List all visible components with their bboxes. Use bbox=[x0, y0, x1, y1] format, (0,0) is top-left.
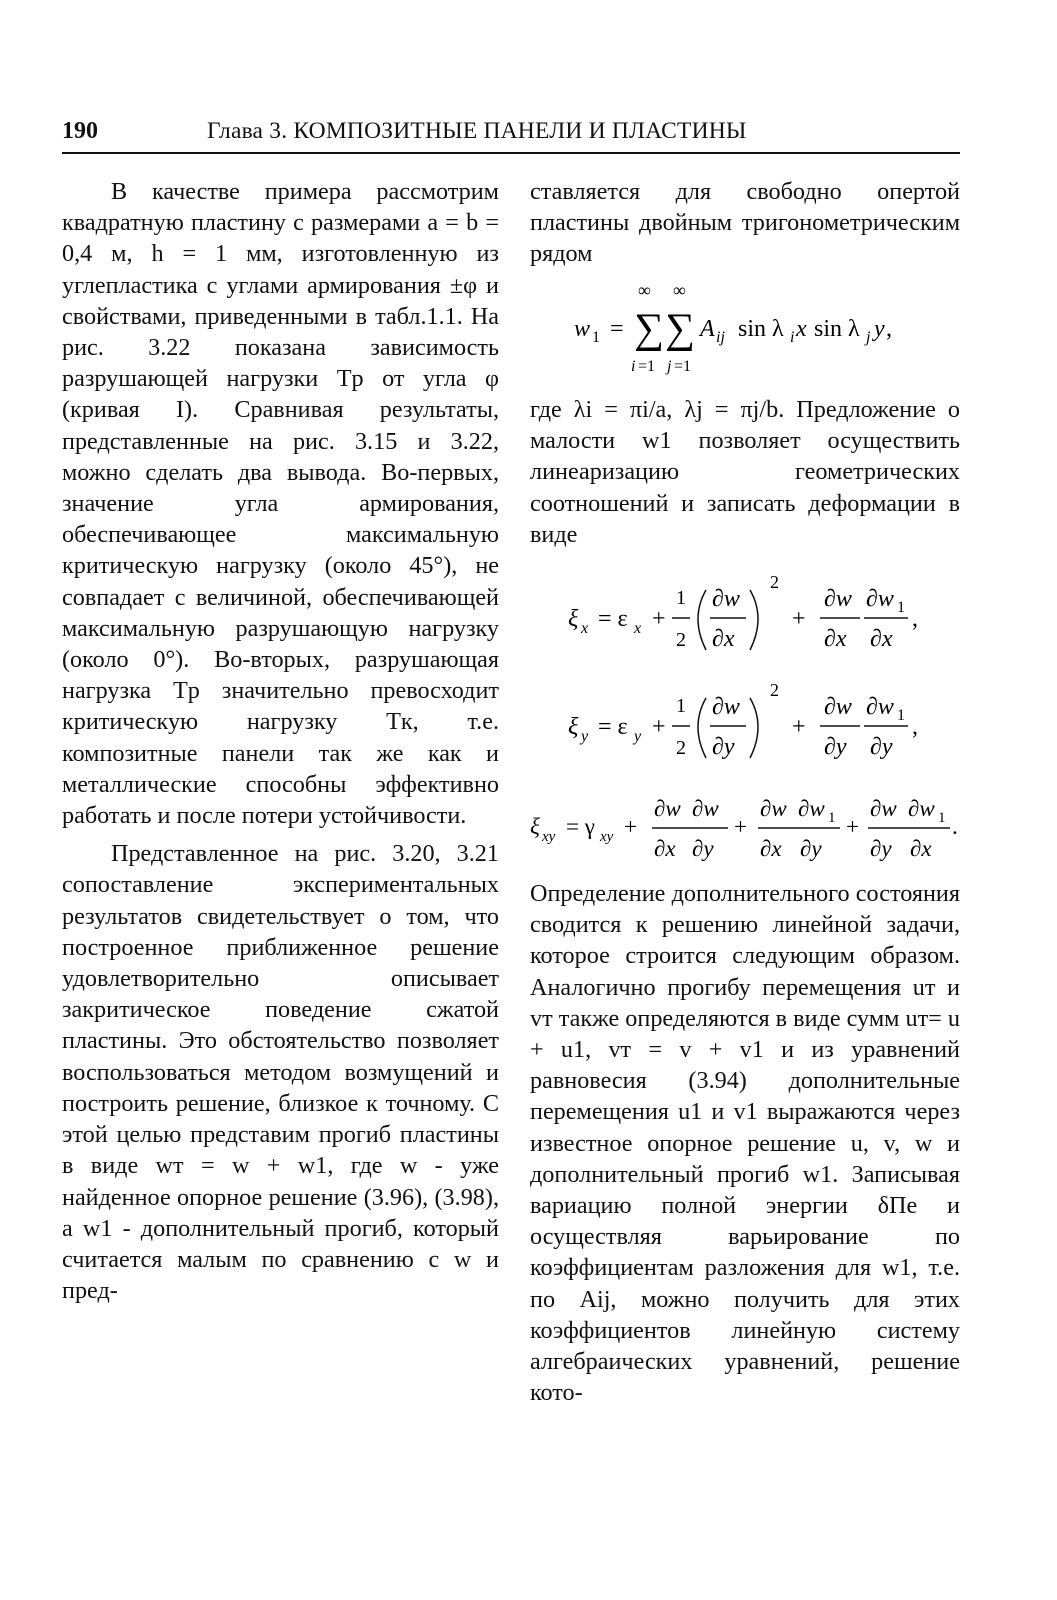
svg-text:1: 1 bbox=[897, 599, 905, 616]
svg-text:∂w: ∂w bbox=[908, 796, 935, 821]
strain-y-formula bbox=[530, 672, 960, 772]
svg-text:,: , bbox=[912, 606, 918, 632]
svg-text:+: + bbox=[734, 814, 747, 839]
svg-text:y: y bbox=[874, 316, 885, 342]
svg-text:∂x: ∂x bbox=[760, 836, 782, 861]
svg-text:2: 2 bbox=[770, 680, 779, 700]
svg-text:j: j bbox=[866, 329, 871, 346]
chapter-title: Глава 3. КОМПОЗИТНЫЕ ПАНЕЛИ И ПЛАСТИНЫ bbox=[207, 118, 747, 144]
svg-text:+: + bbox=[652, 714, 666, 740]
svg-text:xy: xy bbox=[600, 829, 614, 845]
svg-text:A: A bbox=[700, 316, 715, 342]
svg-text:ξ: ξ bbox=[530, 814, 540, 839]
svg-text:∑: ∑ bbox=[665, 306, 695, 352]
svg-text:∂w: ∂w bbox=[692, 796, 719, 821]
svg-text:∂y: ∂y bbox=[692, 836, 714, 861]
svg-text:=1: =1 bbox=[674, 358, 692, 375]
svg-text:x: x bbox=[796, 316, 807, 342]
svg-text:= ε: = ε bbox=[598, 606, 628, 632]
right-paragraph-1: ставляется для свободно опертой пластины двойным тригонометрическим рядом bbox=[530, 178, 960, 268]
svg-text:∂y: ∂y bbox=[824, 734, 847, 760]
svg-text:i: i bbox=[631, 358, 636, 375]
svg-text:+: + bbox=[624, 814, 637, 839]
svg-text:∂y: ∂y bbox=[712, 734, 735, 760]
svg-text:y: y bbox=[634, 728, 642, 745]
svg-text:∂w: ∂w bbox=[654, 796, 681, 821]
svg-text:∂w: ∂w bbox=[866, 694, 894, 720]
svg-text:1: 1 bbox=[828, 810, 836, 826]
svg-text:1: 1 bbox=[938, 810, 946, 826]
svg-text:x: x bbox=[634, 620, 642, 637]
svg-text:1: 1 bbox=[676, 695, 686, 717]
svg-text:2: 2 bbox=[676, 737, 686, 759]
svg-text:∂w: ∂w bbox=[866, 586, 894, 612]
svg-text:+: + bbox=[792, 606, 806, 632]
svg-text:= ε: = ε bbox=[598, 714, 628, 740]
svg-text:.: . bbox=[952, 814, 958, 839]
svg-text:∂y: ∂y bbox=[870, 734, 893, 760]
svg-text:= γ: = γ bbox=[566, 814, 595, 839]
svg-text:,: , bbox=[886, 316, 892, 342]
right-paragraph-2: где λi = πi/a, λj = πj/b. Предложение о малости w1 позволяет осуществить линеаризацию геометрических соотношений и записать деформации в виде bbox=[530, 396, 960, 548]
page-number: 190 bbox=[62, 118, 98, 144]
svg-text:1: 1 bbox=[592, 329, 600, 346]
svg-text:∂w: ∂w bbox=[760, 796, 787, 821]
svg-text:∂x: ∂x bbox=[824, 626, 847, 652]
svg-text:+: + bbox=[846, 814, 859, 839]
series-formula bbox=[530, 276, 960, 386]
svg-text:sin λ: sin λ bbox=[814, 316, 860, 342]
svg-text:ξ: ξ bbox=[568, 714, 579, 740]
svg-text:∂w: ∂w bbox=[798, 796, 825, 821]
svg-text:ξ: ξ bbox=[568, 606, 579, 632]
page-header bbox=[62, 118, 960, 154]
svg-text:,: , bbox=[912, 714, 918, 740]
svg-text:2: 2 bbox=[770, 572, 779, 592]
svg-text:∂x: ∂x bbox=[870, 626, 893, 652]
svg-text:+: + bbox=[792, 714, 806, 740]
svg-text:∂x: ∂x bbox=[910, 836, 932, 861]
strain-xy-formula bbox=[530, 782, 960, 872]
svg-text:y: y bbox=[581, 728, 589, 745]
svg-text:=1: =1 bbox=[638, 358, 656, 375]
left-column bbox=[62, 176, 499, 1306]
right-column bbox=[530, 176, 960, 270]
svg-text:1: 1 bbox=[897, 707, 905, 724]
svg-text:∂y: ∂y bbox=[870, 836, 892, 861]
svg-text:1: 1 bbox=[676, 587, 686, 609]
left-paragraph-1: В качестве примера рассмотрим квадратную пластину с размерами a = b = 0,4 м, h = 1 мм, изготовленную из углепластика с углами армирования ±φ и свойствами, приведенными в табл.1.1. На рис. 3.22 показана зависимость разрушающей нагрузки Tр от угла φ (кривая I). Сравнивая результаты, представленные на рис. 3.15 и 3.22, можно сделать два вывода. Во-первых, значение угла армирования, обеспечивающее максимальную критическую нагрузку (около 45°), не совпадает с величиной, обеспечивающей максимальную разрушающую нагрузку (около 0°). Во-вторых, разрушающая нагрузка Tр значительно превосходит критическую нагрузку Tк, т.е. композитные панели так же как и металлические способны эффективно работать и после потери устойчивости. bbox=[62, 178, 499, 830]
svg-text:w: w bbox=[574, 316, 591, 342]
svg-text:∂w: ∂w bbox=[824, 694, 852, 720]
svg-text:sin λ: sin λ bbox=[738, 316, 784, 342]
svg-text:∞: ∞ bbox=[638, 280, 651, 300]
svg-text:j: j bbox=[667, 358, 672, 375]
svg-text:ij: ij bbox=[716, 329, 725, 346]
right-paragraph-2-wrap bbox=[530, 394, 960, 550]
svg-text:∂y: ∂y bbox=[800, 836, 822, 861]
left-paragraph-2: Представленное на рис. 3.20, 3.21 сопоставление экспериментальных результатов свидетельствует о том, что построенное приближенное решение удовлетворительно описывает закритическое поведение сжатой пластины. Это обстоятельство позволяет воспользоваться методом возмущений и построить решение, близкое к точному. С этой целью представим прогиб пластины в виде wт = w + w1, где w - уже найденное опорное решение (3.96), (3.98), а w1 - дополнительный прогиб, который считается малым по сравнению с w и пред- bbox=[62, 840, 499, 1305]
svg-text:i: i bbox=[790, 329, 795, 346]
svg-text:∂w: ∂w bbox=[824, 586, 852, 612]
right-paragraph-3-wrap bbox=[530, 878, 960, 1408]
svg-text:∂w: ∂w bbox=[712, 694, 740, 720]
svg-text:∞: ∞ bbox=[673, 280, 686, 300]
svg-text:∂w: ∂w bbox=[870, 796, 897, 821]
right-paragraph-3: Определение дополнительного состояния сводится к решению линейной задачи, которое строится следующим образом. Аналогично прогибу перемещения uт и vт также определяются в виде сумм uт= u + u1, vт = v + v1 и из уравнений равновесия (3.94) дополнительные перемещения u1 и v1 выражаются через известное опорное решение u, v, w и дополнительный прогиб w1. Записывая вариацию полной энергии δПe и осуществляя варьирование по коэффициентам разложения для w1, т.е. по Aij, можно получить для этих коэффициентов линейную систему алгебраических уравнений, решение кото- bbox=[530, 880, 960, 1407]
svg-text:∑: ∑ bbox=[634, 306, 664, 352]
strain-x-formula bbox=[530, 566, 960, 666]
svg-text:+: + bbox=[652, 606, 666, 632]
svg-text:2: 2 bbox=[676, 629, 686, 651]
svg-text:xy: xy bbox=[542, 829, 556, 845]
svg-text:∂w: ∂w bbox=[712, 586, 740, 612]
svg-text:∂x: ∂x bbox=[654, 836, 676, 861]
svg-text:x: x bbox=[581, 620, 589, 637]
svg-text:=: = bbox=[610, 316, 624, 342]
svg-text:∂x: ∂x bbox=[712, 626, 735, 652]
